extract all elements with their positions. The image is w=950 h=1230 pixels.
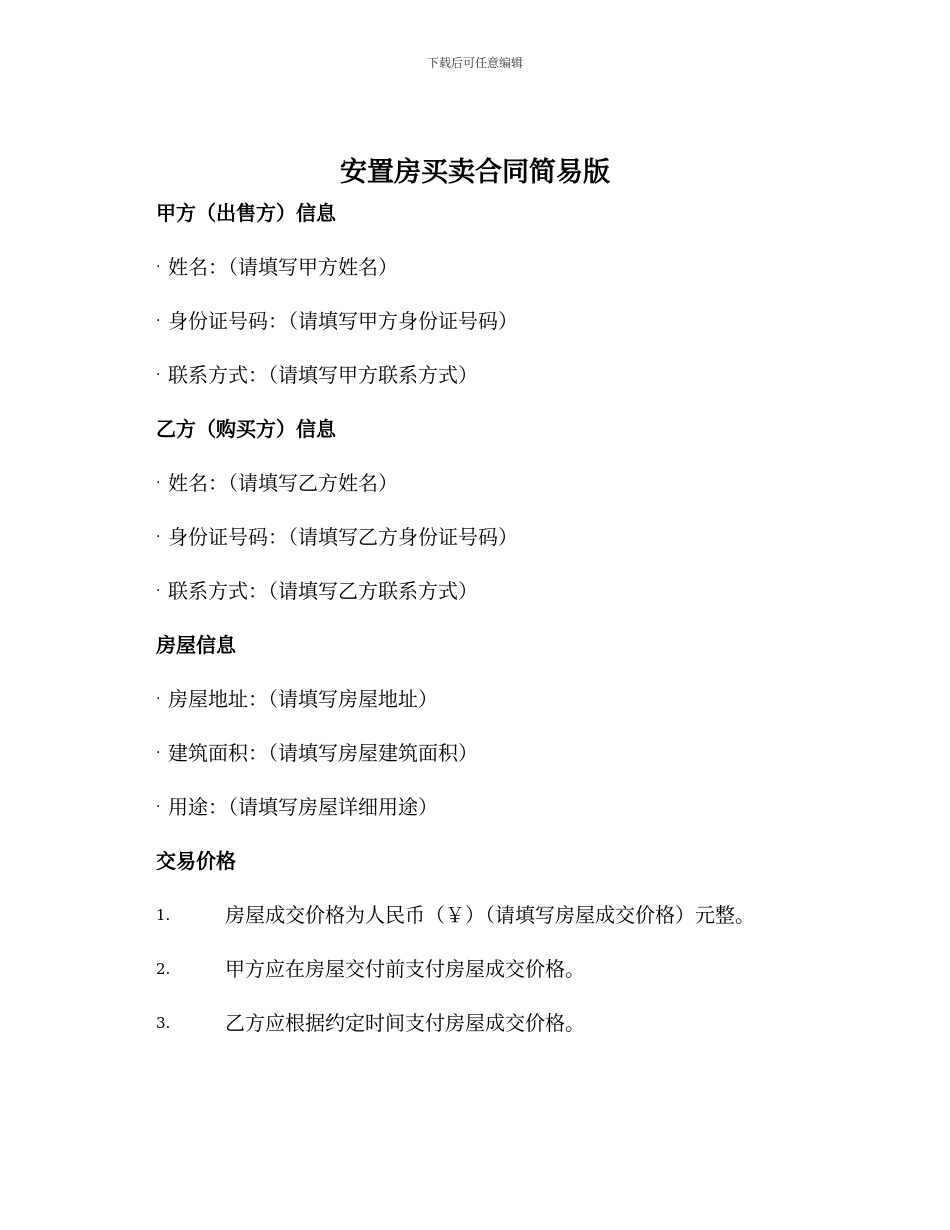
item-text: 联系方式：（请填写乙方联系方式） [168,579,478,603]
party-a-contact-item [156,360,836,390]
house-info-heading: 房屋信息 [156,633,236,657]
clause-number: 1. [156,906,171,924]
party-b-id-item [156,522,836,552]
bullet-icon: · [156,745,161,761]
clause-text: 乙方应根据约定时间支付房屋成交价格。 [225,1011,585,1035]
price-clause-3 [156,1008,836,1038]
document-title: 安置房买卖合同简易版 [340,157,610,188]
price-heading: 交易价格 [156,849,236,873]
item-text: 身份证号码：（请填写乙方身份证号码） [168,525,518,549]
item-text: 建筑面积：（请填写房屋建筑面积） [168,741,478,765]
party-a-name-item [156,252,836,282]
item-text: 房屋地址：（请填写房屋地址） [168,687,438,711]
bullet-icon: · [156,367,161,383]
clause-number: 3. [156,1014,171,1032]
house-area-item [156,738,836,768]
clause-number: 2. [156,960,171,978]
party-b-heading: 乙方（购买方）信息 [156,417,336,441]
party-b-name-item [156,468,836,498]
party-a-heading: 甲方（出售方）信息 [156,201,336,225]
bullet-icon: · [156,799,161,815]
item-text: 用途：（请填写房屋详细用途） [168,795,438,819]
item-text: 联系方式：（请填写甲方联系方式） [168,363,478,387]
bullet-icon: · [156,691,161,707]
price-clause-2 [156,954,836,984]
document-body [156,198,836,1062]
bullet-icon: · [156,313,161,329]
party-b-contact-item [156,576,836,606]
header-note: 下载后可任意编辑 [426,56,523,70]
clause-text: 甲方应在房屋交付前支付房屋成交价格。 [225,957,585,981]
item-text: 身份证号码：（请填写甲方身份证号码） [168,309,518,333]
house-usage-item [156,792,836,822]
clause-text: 房屋成交价格为人民币（￥）（请填写房屋成交价格）元整。 [225,903,755,927]
item-text: 姓名：（请填写甲方姓名） [168,255,398,279]
price-clause-1 [156,900,836,930]
bullet-icon: · [156,475,161,491]
house-address-item [156,684,836,714]
item-text: 姓名：（请填写乙方姓名） [168,471,398,495]
bullet-icon: · [156,583,161,599]
party-a-id-item [156,306,836,336]
bullet-icon: · [156,259,161,275]
bullet-icon: · [156,529,161,545]
